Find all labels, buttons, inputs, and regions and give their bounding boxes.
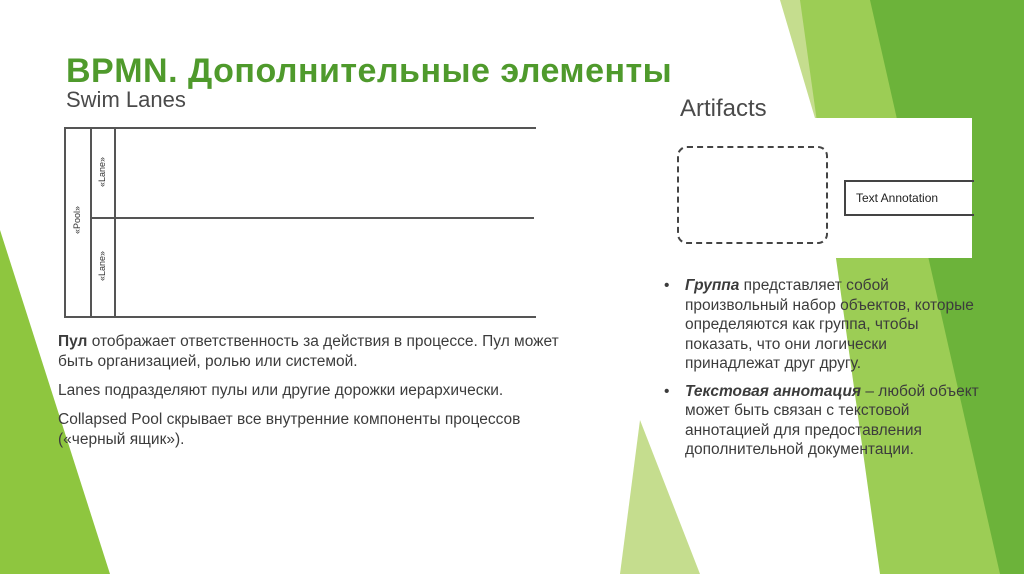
left-description <box>58 332 588 459</box>
paragraph-pool <box>58 332 588 372</box>
lane-label-2: «Lane» <box>97 250 107 282</box>
pool-term: Пул <box>58 333 88 350</box>
bullet-marker: • <box>664 277 670 294</box>
paragraph-collapsed-pool <box>58 410 588 450</box>
paragraph-pool-text: отображает ответственность за действия в процессе. Пул может быть организацией, ролью или системой. <box>58 333 559 370</box>
swim-lanes-label: Swim Lanes <box>66 87 186 112</box>
paragraph-collapsed-pool-text: Collapsed Pool скрывает все внутренние компоненты процессов («черный ящик»). <box>58 411 521 448</box>
text-annotation-artifact: Text Annotation <box>844 180 974 216</box>
paragraph-lanes-text: Lanes подразделяют пулы или другие дорожки иерархически. <box>58 382 504 399</box>
bullet-annotation-text: – любой объект может быть связан с текстовой аннотацией для предоставления дополнительной документации. <box>685 382 979 458</box>
lane-divider <box>90 217 534 219</box>
pool-frame <box>64 127 536 318</box>
bullet-group-text: представляет собой произвольный набор объектов, которые определяются как группа, чтобы показать, что они логически принадлежат друг другу. <box>685 277 974 372</box>
paragraph-lanes <box>58 381 588 401</box>
pool-diagram <box>64 127 534 316</box>
bullet-annotation <box>664 382 984 460</box>
artifacts-description-list <box>664 276 984 468</box>
slide-title: BPMN. Дополнительные элементы <box>66 52 673 90</box>
group-artifact <box>677 146 828 244</box>
group-term: Группа <box>685 277 740 294</box>
artifacts-label: Artifacts <box>680 95 767 122</box>
pool-label: «Pool» <box>72 205 82 235</box>
lane-label-1: «Lane» <box>97 156 107 188</box>
bullet-group <box>664 276 984 374</box>
annotation-term: Текстовая аннотация <box>685 382 862 400</box>
pool-header-divider <box>90 127 92 316</box>
lane-header-divider <box>114 127 116 316</box>
bullet-marker: • <box>664 382 670 400</box>
